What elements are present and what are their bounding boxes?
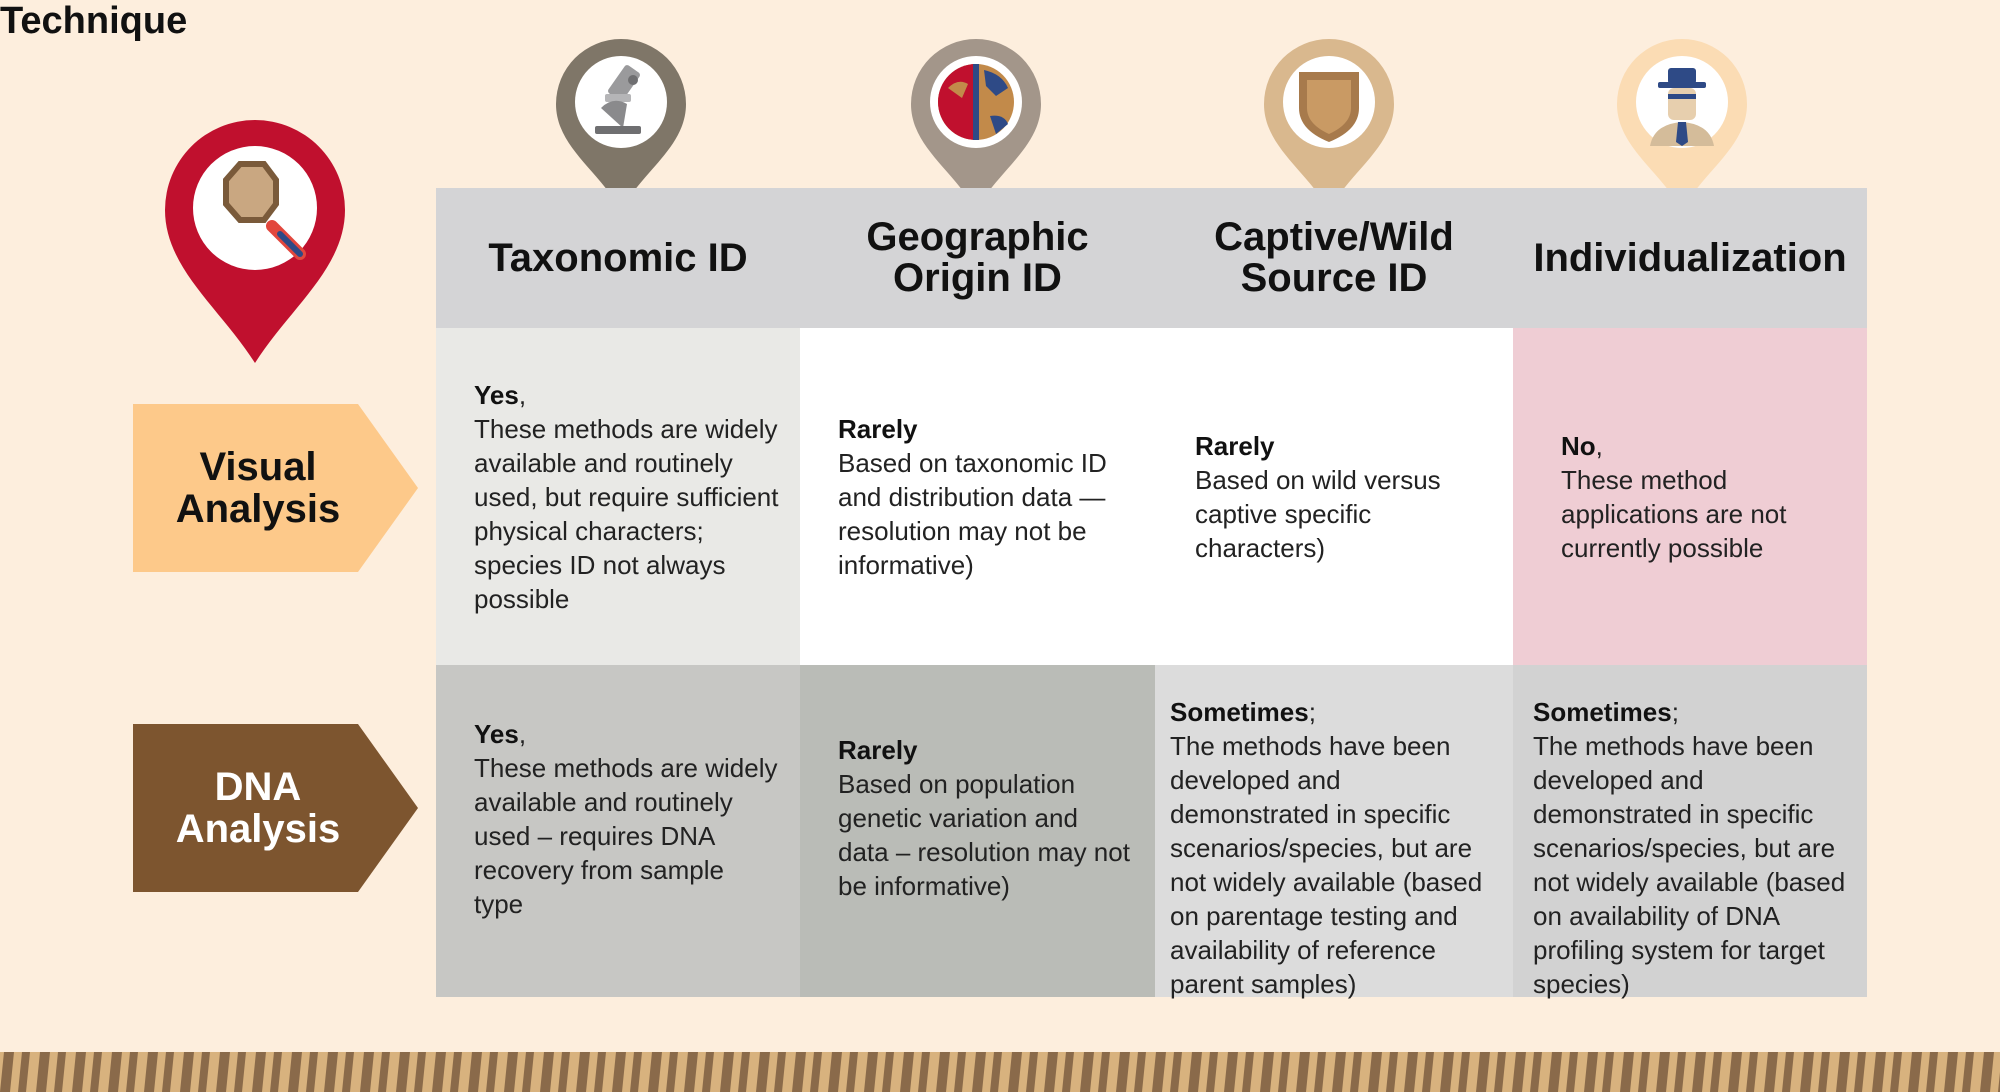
cell-lead: Rarely xyxy=(1195,430,1275,461)
cell-punct: ; xyxy=(1671,697,1679,727)
row-label-dna-line1: DNA xyxy=(214,765,302,809)
cell-body: Based on wild versus captive specific characters) xyxy=(1195,464,1441,563)
header-individualization-line1: Individualization xyxy=(1533,235,1847,280)
cell-body: These methods are widely available and routinely used – requires DNA recovery from sample type xyxy=(474,753,778,919)
cell-visual-individualization xyxy=(1513,328,1867,665)
cell-punct: ; xyxy=(1308,697,1316,727)
cell-visual-captive xyxy=(1155,328,1513,665)
cell-body: These method applications are not currently possible xyxy=(1561,464,1787,563)
row-label-dna-line2: Analysis xyxy=(175,807,341,851)
header-captive-line2: Source ID xyxy=(1240,256,1428,300)
cell-punct: , xyxy=(518,379,527,410)
header-geographic-line1: Geographic xyxy=(866,215,1089,259)
header-captive xyxy=(1155,188,1513,328)
cell-body: The methods have been developed and demonstrated in specific scenarios/species, but are not widely available (based on parentage testing and availability of reference parent samples) xyxy=(1170,731,1483,999)
cell-body: Based on population genetic variation and data – resolution may not be informative) xyxy=(838,769,1130,901)
cell-dna-captive xyxy=(1155,665,1513,997)
cell-lead: Rarely xyxy=(838,735,918,765)
individualization-pin xyxy=(1614,38,1750,213)
cell-dna-taxonomic xyxy=(436,665,800,997)
cell-lead: Yes xyxy=(474,719,519,749)
cell-punct: , xyxy=(518,719,527,749)
technique-pin xyxy=(160,118,350,368)
cell-lead: No xyxy=(1561,430,1596,461)
cell-visual-geographic xyxy=(800,328,1155,665)
cell-body: Based on taxonomic ID and distribution data — resolution may not be informative) xyxy=(838,447,1107,580)
cell-dna-geographic xyxy=(800,665,1155,997)
cell-body: The methods have been developed and demonstrated in specific scenarios/species, but are not widely available (based on availability of DNA profiling system for target species) xyxy=(1533,731,1846,999)
header-geographic xyxy=(800,188,1155,328)
header-taxonomic-line1: Taxonomic ID xyxy=(488,235,748,280)
cell-punct: , xyxy=(1595,430,1603,461)
row-label-visual-line1: Visual xyxy=(199,445,317,489)
globe-icon xyxy=(938,64,1014,140)
decorative-stripe-border xyxy=(0,1052,2000,1092)
technique-title: Technique xyxy=(0,0,188,42)
captive-pin xyxy=(1261,38,1397,213)
cell-lead: Sometimes xyxy=(1170,697,1309,727)
cell-lead: Sometimes xyxy=(1533,697,1672,727)
row-label-visual-line2: Analysis xyxy=(175,487,341,531)
cell-lead: Rarely xyxy=(838,413,918,444)
geographic-pin xyxy=(908,38,1044,213)
row-label-dna xyxy=(133,724,418,892)
header-taxonomic xyxy=(436,188,800,328)
header-geographic-line2: Origin ID xyxy=(893,256,1062,300)
taxonomic-pin xyxy=(553,38,689,213)
header-individualization xyxy=(1513,188,1867,328)
cell-visual-taxonomic xyxy=(436,328,800,665)
header-captive-line1: Captive/Wild xyxy=(1214,215,1454,259)
cell-dna-individualization xyxy=(1513,665,1867,997)
row-label-visual xyxy=(133,404,418,572)
cell-body: These methods are widely available and routinely used, but require sufficient physical characters; species ID not always possible xyxy=(474,413,779,614)
cell-lead: Yes xyxy=(474,379,519,410)
